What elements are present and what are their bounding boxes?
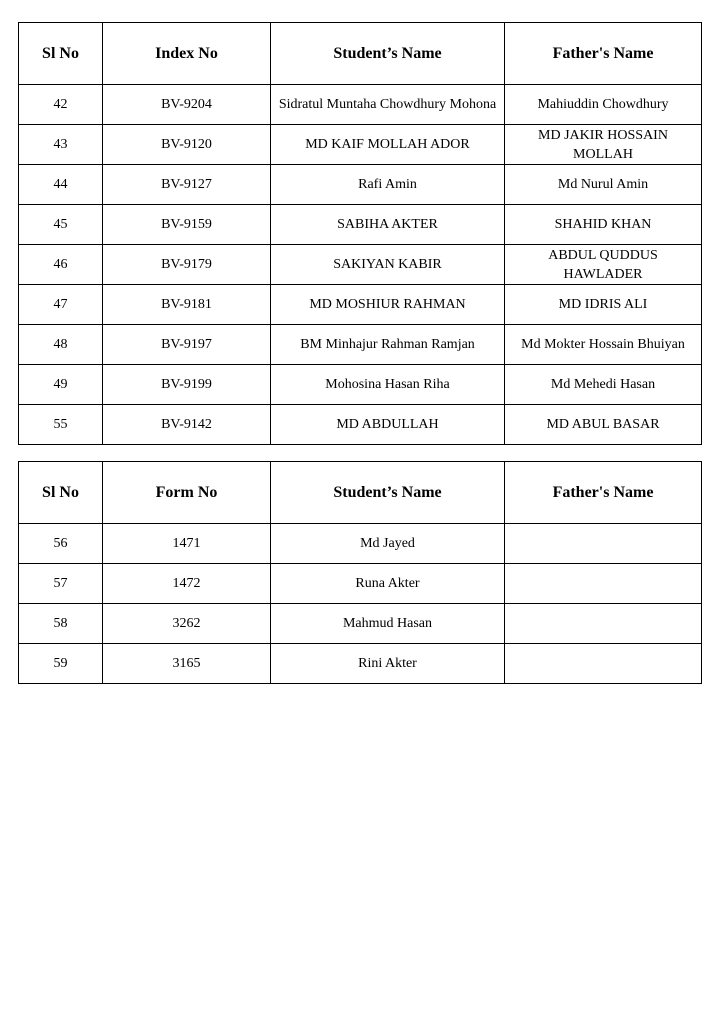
- cell-sl-no: 55: [19, 405, 103, 445]
- cell-father-name: [505, 564, 702, 604]
- cell-student-name: Mahmud Hasan: [271, 604, 505, 644]
- cell-student-name: SABIHA AKTER: [271, 205, 505, 245]
- form-table-body: [19, 524, 702, 684]
- header-row: [19, 23, 702, 85]
- cell-student-name: MD ABDULLAH: [271, 405, 505, 445]
- index-number-table: [18, 22, 702, 445]
- cell-id-no: BV-9179: [103, 245, 271, 285]
- cell-student-name: SAKIYAN KABIR: [271, 245, 505, 285]
- header-father-name: Father's Name: [505, 462, 702, 524]
- header-form-no: Form No: [103, 462, 271, 524]
- header-student-name: Student’s Name: [271, 462, 505, 524]
- table-row: [19, 85, 702, 125]
- cell-father-name: [505, 644, 702, 684]
- cell-id-no: BV-9127: [103, 165, 271, 205]
- cell-sl-no: 45: [19, 205, 103, 245]
- table-row: [19, 285, 702, 325]
- table-row: [19, 165, 702, 205]
- cell-student-name: Rafi Amin: [271, 165, 505, 205]
- cell-id-no: BV-9197: [103, 325, 271, 365]
- cell-sl-no: 56: [19, 524, 103, 564]
- cell-sl-no: 43: [19, 125, 103, 165]
- form-number-table: [18, 461, 702, 684]
- cell-sl-no: 58: [19, 604, 103, 644]
- table-row: [19, 325, 702, 365]
- header-father-name: Father's Name: [505, 23, 702, 85]
- cell-father-name: Md Nurul Amin: [505, 165, 702, 205]
- table-row: [19, 405, 702, 445]
- cell-id-no: BV-9120: [103, 125, 271, 165]
- cell-father-name: ABDUL QUDDUS HAWLADER: [505, 245, 702, 285]
- cell-student-name: Runa Akter: [271, 564, 505, 604]
- cell-sl-no: 42: [19, 85, 103, 125]
- cell-father-name: Md Mokter Hossain Bhuiyan: [505, 325, 702, 365]
- cell-id-no: 3262: [103, 604, 271, 644]
- cell-id-no: BV-9199: [103, 365, 271, 405]
- cell-sl-no: 44: [19, 165, 103, 205]
- cell-student-name: Rini Akter: [271, 644, 505, 684]
- cell-sl-no: 49: [19, 365, 103, 405]
- header-index-no: Index No: [103, 23, 271, 85]
- cell-id-no: BV-9204: [103, 85, 271, 125]
- cell-id-no: 1471: [103, 524, 271, 564]
- cell-id-no: BV-9181: [103, 285, 271, 325]
- cell-id-no: 3165: [103, 644, 271, 684]
- table-row: [19, 524, 702, 564]
- cell-father-name: MD ABUL BASAR: [505, 405, 702, 445]
- table-row: [19, 564, 702, 604]
- cell-sl-no: 59: [19, 644, 103, 684]
- table-row: [19, 644, 702, 684]
- cell-sl-no: 47: [19, 285, 103, 325]
- cell-father-name: [505, 524, 702, 564]
- table-row: [19, 245, 702, 285]
- cell-id-no: BV-9142: [103, 405, 271, 445]
- cell-father-name: Mahiuddin Chowdhury: [505, 85, 702, 125]
- cell-father-name: [505, 604, 702, 644]
- table-row: [19, 205, 702, 245]
- header-row: [19, 462, 702, 524]
- cell-father-name: Md Mehedi Hasan: [505, 365, 702, 405]
- cell-sl-no: 46: [19, 245, 103, 285]
- table-row: [19, 125, 702, 165]
- header-student-name: Student’s Name: [271, 23, 505, 85]
- header-sl-no: Sl No: [19, 23, 103, 85]
- table-row: [19, 604, 702, 644]
- cell-student-name: Mohosina Hasan Riha: [271, 365, 505, 405]
- cell-father-name: MD IDRIS ALI: [505, 285, 702, 325]
- cell-id-no: 1472: [103, 564, 271, 604]
- cell-sl-no: 48: [19, 325, 103, 365]
- index-table-body: [19, 85, 702, 445]
- cell-student-name: BM Minhajur Rahman Ramjan: [271, 325, 505, 365]
- cell-student-name: MD KAIF MOLLAH ADOR: [271, 125, 505, 165]
- cell-student-name: Md Jayed: [271, 524, 505, 564]
- cell-father-name: MD JAKIR HOSSAIN MOLLAH: [505, 125, 702, 165]
- cell-student-name: Sidratul Muntaha Chowdhury Mohona: [271, 85, 505, 125]
- header-sl-no: Sl No: [19, 462, 103, 524]
- cell-father-name: SHAHID KHAN: [505, 205, 702, 245]
- cell-sl-no: 57: [19, 564, 103, 604]
- table-row: [19, 365, 702, 405]
- cell-id-no: BV-9159: [103, 205, 271, 245]
- cell-student-name: MD MOSHIUR RAHMAN: [271, 285, 505, 325]
